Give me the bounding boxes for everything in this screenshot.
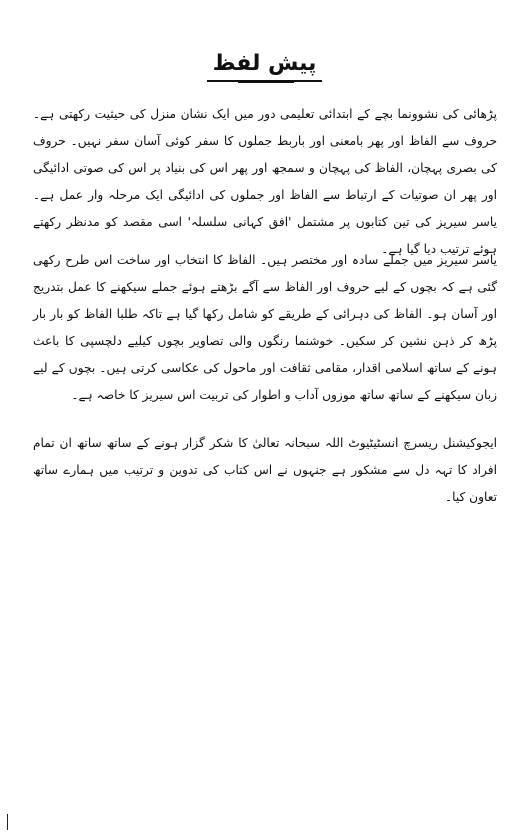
paragraph-introduction: پڑھائی کی نشوونما بچے کے ابتدائی تعلیمی دور میں ایک نشان منزل کی حیثیت رکھتی ہے۔ حروف سے الفاظ اور پھر بامعنی اور باربط جملوں کا سفر کوئی آسان سفر نہیں۔ حروف کی بصری پہچان، الفاظ کی پہچان و سمجھ اور پھر اس کی بنیاد پر اس کی صوتی ادائیگی اور پھر ان صوتیات کے ارتباط سے الفاظ اور جملوں کی ادائیگی ایک مرحلہ وار عمل ہے۔ یاسر سیریز کی تین کتابوں پر مشتمل 'افق کہانی سلسلہ' اسی مقصد کو مدنظر رکھتے ہوئے ترتیب دیا گیا ہے۔ bbox=[33, 107, 497, 256]
title-underline bbox=[238, 82, 294, 83]
title-container bbox=[0, 50, 529, 82]
paragraph-acknowledgement: ایجوکیشنل ریسرچ انسٹیٹیوٹ اللہ سبحانہ تعالیٰ کا شکر گزار ہونے کے ساتھ ساتھ ان تمام افراد کا تہہ دل سے مشکور ہے جنہوں نے اس کتاب کی تدوین و ترتیب میں ہمارے ساتھ تعاون کیا۔ bbox=[33, 436, 497, 504]
paragraph-series-description: یاسر سیریز میں جملے سادہ اور مختصر ہیں۔ الفاظ کا انتخاب اور ساخت اس طرح رکھی گئی ہے کہ بچوں کے لیے حروف اور الفاظ سے آگے بڑھتے ہوئے جملے سیکھنے کا عمل بتدریج اور آسان ہو۔ الفاظ کی دہرائی کے طریقے کو شامل رکھا گیا ہے تاکہ طلبا الفاظ کو بار بار پڑھ کر ذہن نشین کر سکیں۔ خوشنما رنگوں والی تصاویر بچوں کیلیے دلچسپی کا باعث ہونے کے ساتھ اسلامی اقدار، مقامی ثقافت اور ماحول کی عکاسی کرتی ہیں۔ بچوں کے لیے زبان سیکھنے کے ساتھ ساتھ موزوں آداب و اطوار کی تربیت اس سیریز کا خاصہ ہے۔ bbox=[33, 253, 497, 402]
page-title: پیش لفظ bbox=[207, 50, 323, 82]
text-cursor-mark bbox=[7, 814, 8, 830]
